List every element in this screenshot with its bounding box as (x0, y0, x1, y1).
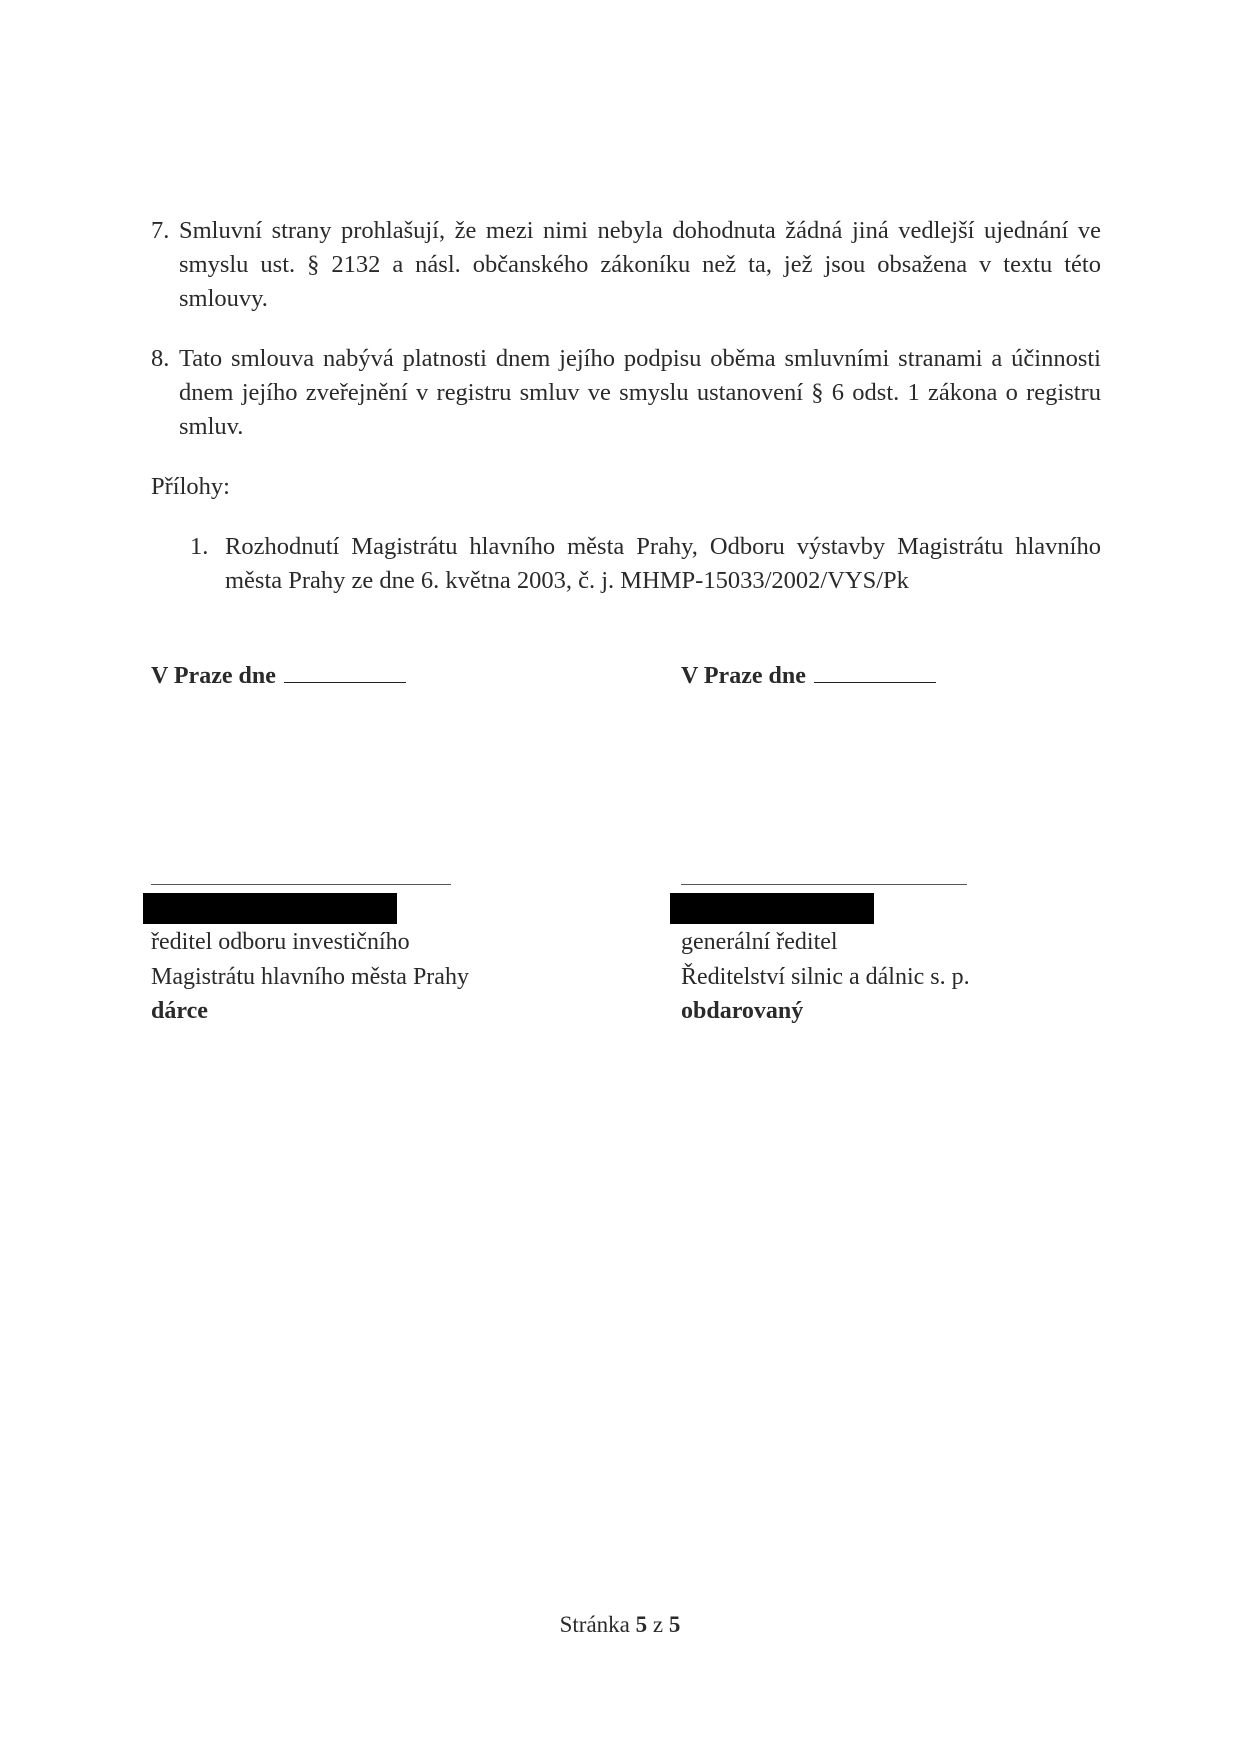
left-place-date (151, 660, 406, 691)
place-date-label: V Praze dne (151, 663, 276, 689)
attachments-heading: Přílohy: (151, 473, 230, 500)
date-blank-line[interactable] (284, 660, 406, 683)
place-date-label: V Praze dne (681, 663, 806, 689)
left-signature-line (151, 884, 451, 885)
attachment-item (190, 530, 1101, 598)
clause-number: 8. (151, 345, 170, 372)
clause-7 (151, 214, 1101, 316)
signatory-role: dárce (151, 998, 208, 1024)
right-signatory (681, 925, 970, 1029)
attachment-number: 1. (190, 533, 209, 560)
right-redacted-name (670, 893, 874, 924)
left-signatory (151, 925, 469, 1029)
clause-8 (151, 342, 1101, 444)
signatory-role: obdarovaný (681, 998, 804, 1024)
signatory-title: ředitel odboru investičního (151, 929, 410, 955)
page-separator: z (652, 1612, 664, 1637)
attachment-text: Rozhodnutí Magistrátu hlavního města Prahy, Odboru výstavby Magistrátu hlavního města Prahy ze dne 6. května 2003, č. j. MHMP-15033/2002/VYS/Pk (225, 533, 1101, 594)
right-place-date (681, 660, 936, 691)
page-prefix: Stránka (559, 1612, 630, 1637)
right-signature-line (681, 884, 967, 885)
page-number-footer (0, 1610, 1240, 1640)
date-blank-line[interactable] (814, 660, 936, 683)
total-pages: 5 (668, 1612, 681, 1637)
clause-text: Tato smlouva nabývá platnosti dnem jejího podpisu oběma smluvními stranami a účinnosti dnem jejího zveřejnění v registru smluv ve smyslu ustanovení § 6 odst. 1 zákona o registru smluv. (179, 345, 1101, 440)
signatory-organization: Ředitelství silnic a dálnic s. p. (681, 963, 970, 990)
left-redacted-name (143, 893, 397, 924)
signatory-organization: Magistrátu hlavního města Prahy (151, 963, 469, 990)
signatory-title: generální ředitel (681, 929, 838, 955)
clause-text: Smluvní strany prohlašují, že mezi nimi nebyla dohodnuta žádná jiná vedlejší ujednání ve smyslu ust. § 2132 a násl. občanského zákoníku než ta, jež jsou obsažena v textu této smlouvy. (179, 217, 1101, 312)
current-page: 5 (635, 1612, 648, 1637)
clause-number: 7. (151, 217, 170, 244)
